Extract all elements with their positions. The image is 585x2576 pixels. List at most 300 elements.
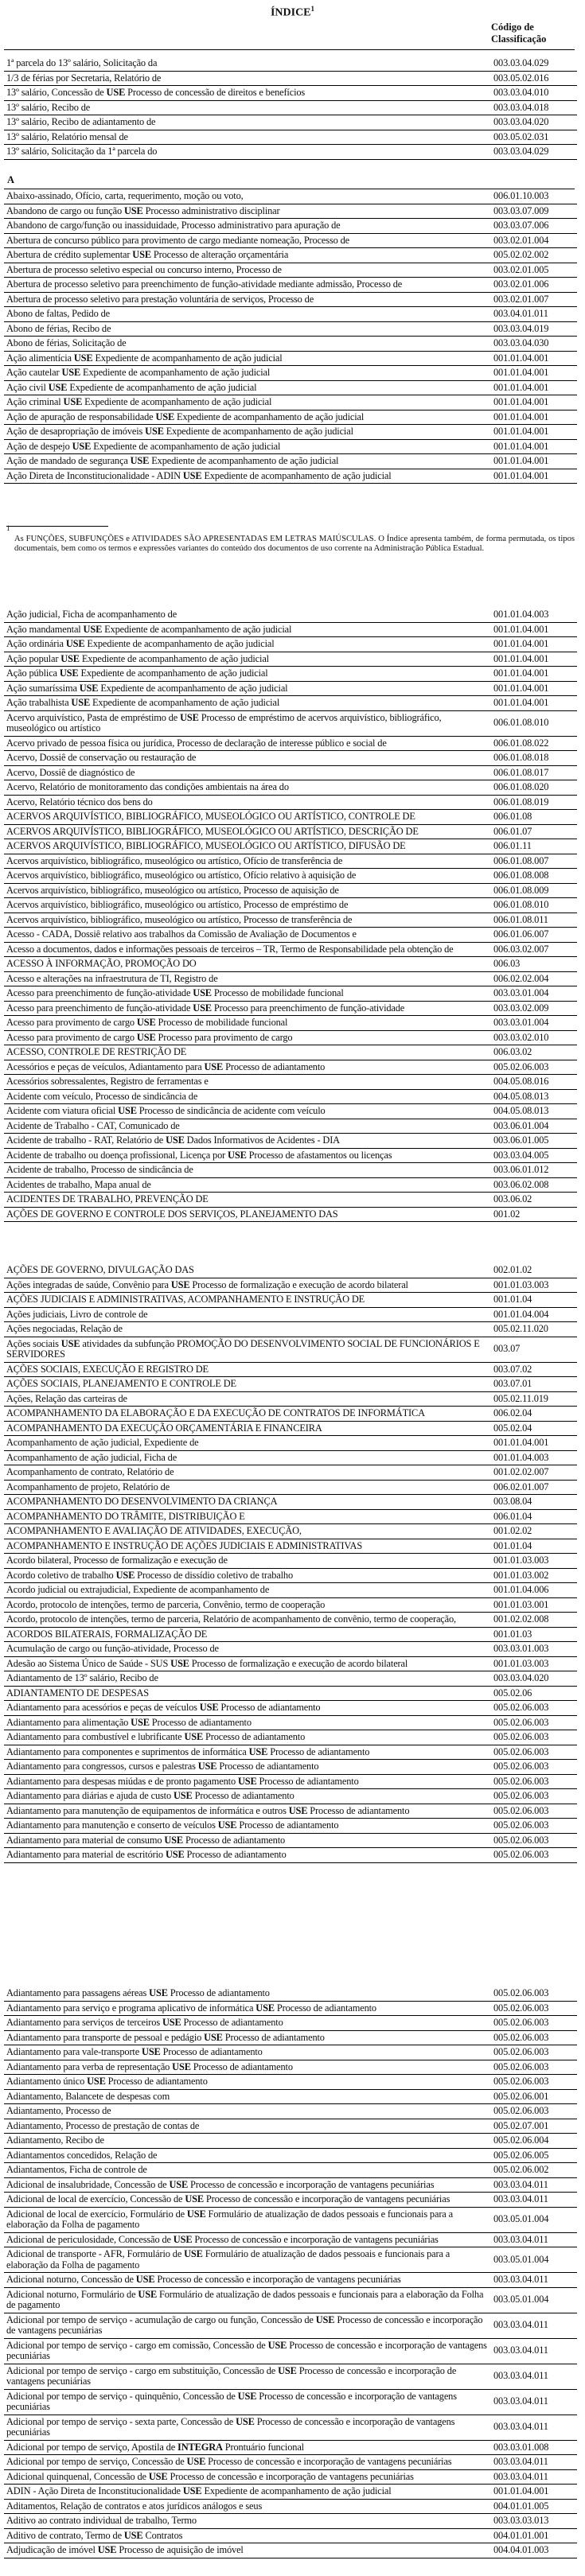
index-block-a-page4 — [4, 1986, 575, 2558]
index-term — [4, 2440, 489, 2455]
index-term — [4, 1480, 489, 1495]
term-text: Acumulação de cargo ou função-atividade, Processo de — [6, 1643, 219, 1654]
cross-reference-keyword: USE — [186, 2208, 206, 2220]
term-text: Acidente de trabalho, Processo de sindicância de — [6, 1164, 193, 1175]
index-term — [4, 2016, 489, 2031]
term-text: Adiantamento para serviço e programa aplicativo de informática — [6, 2002, 256, 2014]
term-text: Abandono de cargo ou função — [6, 204, 124, 216]
cross-reference-keyword: USE — [148, 2470, 168, 2482]
index-term — [4, 839, 489, 854]
index-term — [4, 1407, 489, 1422]
cross-reference-keyword: USE — [136, 1031, 156, 1043]
index-row — [4, 1089, 577, 1104]
classification-code: 001.01.03 — [489, 1627, 577, 1642]
classification-code: 005.02.06.003 — [489, 1060, 577, 1075]
classification-code: 005.02.06.003 — [489, 1774, 577, 1789]
term-text: Ação sumaríssima — [6, 682, 80, 694]
cross-reference-keyword: USE — [180, 711, 199, 723]
classification-code: 006.02.02.004 — [489, 971, 577, 986]
classification-code: 006.02.04 — [489, 1407, 577, 1422]
term-text: Adjudicação de imóvel — [6, 2544, 98, 2555]
term-text: Aditivo de contrato, Termo de — [6, 2529, 124, 2541]
index-term — [4, 1391, 489, 1407]
index-row — [4, 2389, 577, 2415]
index-row — [4, 351, 577, 366]
index-term — [4, 204, 489, 219]
term-text: Acesso para provimento de cargo — [6, 1017, 137, 1028]
index-term — [4, 2104, 489, 2119]
term-text: Abandono de cargo/função ou inassiduidade, Processo administrativo para apuração de — [6, 220, 341, 231]
cross-reference-target: Expediente de acompanhamento de ação judicial — [79, 652, 269, 664]
index-row — [4, 1819, 577, 1834]
index-term — [4, 1613, 489, 1628]
index-term — [4, 2455, 489, 2470]
index-row — [4, 1627, 577, 1642]
index-row — [4, 2313, 577, 2338]
index-row — [4, 2415, 577, 2440]
index-term — [4, 780, 489, 796]
index-row — [4, 2247, 577, 2273]
classification-code: 005.02.06.003 — [489, 2001, 577, 2016]
cross-reference-target: Expediente de acompanhamento de ação judicial — [201, 469, 392, 481]
classification-code: 003.06.02 — [489, 1193, 577, 1208]
term-text: AÇÕES SOCIAIS, EXECUÇÃO E REGISTRO DE — [6, 1363, 209, 1375]
classification-code: 006.01.08.010 — [489, 898, 577, 913]
index-term — [4, 1278, 489, 1293]
cross-reference-keyword: USE — [118, 1105, 137, 1116]
index-row — [4, 928, 577, 943]
code-header-line1: Código de — [491, 21, 534, 33]
index-term — [4, 1293, 489, 1308]
classification-code: 005.02.06.003 — [489, 1833, 577, 1848]
term-text: Adiantamento para manutenção de equipamentos de informática e outros — [6, 1804, 289, 1816]
index-term — [4, 1986, 489, 2001]
index-term — [4, 971, 489, 986]
cross-reference-keyword: USE — [142, 2046, 161, 2057]
term-text: Acidente de trabalho ou doença profissional, Licença por — [6, 1149, 228, 1161]
index-term — [4, 1539, 489, 1554]
index-row — [4, 233, 577, 248]
index-term — [4, 2232, 489, 2247]
cross-reference-keyword: USE — [165, 1849, 185, 1860]
cross-reference-target: Processo de adiantamento — [216, 1761, 319, 1772]
index-row — [4, 2528, 577, 2543]
index-term — [4, 1193, 489, 1208]
classification-code: 001.01.04.001 — [489, 395, 577, 411]
classification-code: 001.01.04.006 — [489, 1583, 577, 1598]
index-term — [4, 189, 489, 204]
cross-reference-target: Processo de sindicância de acidente com veículo — [136, 1105, 326, 1116]
classification-code: 005.02.06.003 — [489, 2060, 577, 2075]
index-row — [4, 1480, 577, 1495]
term-text: ACOMPANHAMENTO E AVALIAÇÃO DE ATIVIDADES, EXECUÇÃO, — [6, 1525, 302, 1536]
term-text: Ações sociais — [6, 1337, 61, 1349]
cross-reference-target: Processo de adiantamento — [307, 1804, 410, 1816]
page-title — [0, 5, 585, 20]
index-row — [4, 2499, 577, 2514]
term-text: Ação de apuração de responsabilidade — [6, 411, 156, 422]
classification-code: 006.01.11 — [489, 839, 577, 854]
index-term — [4, 2514, 489, 2529]
index-row — [4, 1745, 577, 1760]
cross-reference-keyword: USE — [61, 367, 81, 378]
index-row — [4, 2469, 577, 2485]
classification-code: 005.02.07.001 — [489, 2119, 577, 2134]
footnote-text: As FUNÇÕES, SUBFUNÇÕES e ATIVIDADES SÃO APRESENTADAS EM LETRAS MAIÚSCULAS. O Índice apresenta também, de forma permutada, os tipos documentais, bem como os termos e expressões variantes do conteúdo dos documentos de uso corrente na Administração Pública Estadual. — [14, 535, 575, 553]
term-text: Acervos arquivístico, bibliográfico, museológico ou artístico, Ofício de transferência de — [6, 854, 343, 866]
cross-reference-target: Expediente de acompanhamento de ação judicial — [163, 426, 353, 437]
index-row — [4, 1848, 577, 1863]
classification-code: 003.03.01.004 — [489, 1016, 577, 1031]
index-term — [4, 681, 489, 696]
classification-code: 006.01.08.010 — [489, 710, 577, 736]
index-row — [4, 115, 577, 130]
index-term — [4, 1134, 489, 1149]
term-text: Acidente com veículo, Processo de sindicância de — [6, 1090, 198, 1102]
cross-reference-target: Processo de adiantamento — [192, 1790, 294, 1801]
index-row — [4, 2440, 577, 2455]
cross-reference-keyword: USE — [72, 440, 92, 452]
classification-code: 003.03.04.011 — [489, 2455, 577, 2470]
index-term — [4, 751, 489, 766]
term-text: 13º salário, Recibo de adiantamento de — [6, 116, 156, 127]
term-text: Abono de férias, Solicitação de — [6, 337, 127, 348]
index-row — [4, 1686, 577, 1701]
term-text: Adicional por tempo de serviço, Concessão de — [6, 2456, 187, 2467]
classification-code: 003.03.04.011 — [489, 2364, 577, 2389]
term-text: Ação judicial, Ficha de acompanhamento de — [6, 609, 177, 620]
term-text: 13º salário, Relatório mensal de — [6, 130, 128, 142]
index-term — [4, 1377, 489, 1392]
index-row — [4, 1509, 577, 1524]
index-row — [4, 1597, 577, 1613]
classification-code: 001.01.04.001 — [489, 696, 577, 711]
index-term — [4, 2163, 489, 2178]
cross-reference-keyword: USE — [315, 2313, 335, 2325]
classification-code: 005.02.11.020 — [489, 1322, 577, 1337]
classification-code: 003.05.01.004 — [489, 2287, 577, 2313]
term-text: Adiantamento para passagens aéreas — [6, 1987, 150, 1998]
index-row — [4, 1833, 577, 1848]
cross-reference-target: Formulário de atualização de dados pessoais e funcionais para a elaboração da Folha de pagamento — [6, 2208, 453, 2230]
term-text: Abono de faltas, Pedido de — [6, 308, 110, 319]
index-row — [4, 204, 577, 219]
index-term — [4, 824, 489, 839]
index-term — [4, 2485, 489, 2500]
index-row — [4, 2104, 577, 2119]
index-row — [4, 1060, 577, 1075]
index-term — [4, 2338, 489, 2364]
index-term — [4, 652, 489, 667]
term-text: Adiantamentos, Ficha de controle de — [6, 2164, 147, 2175]
classification-code: 001.02.02.008 — [489, 1613, 577, 1628]
term-text: ACESSO À INFORMAÇÃO, PROMOÇÃO DO — [6, 958, 197, 969]
index-block-a-page1 — [4, 189, 575, 484]
index-term — [4, 2001, 489, 2016]
index-row — [4, 1436, 577, 1451]
index-term — [4, 2543, 489, 2558]
index-term — [4, 1701, 489, 1716]
term-text: Adicional por tempo de serviço - acumulação de cargo ou função, Concessão de — [6, 2313, 316, 2325]
classification-code: 005.02.06.003 — [489, 1730, 577, 1745]
index-term — [4, 1686, 489, 1701]
index-term — [4, 2089, 489, 2104]
term-text: AÇÕES SOCIAIS, PLANEJAMENTO E CONTROLE DE — [6, 1378, 236, 1389]
term-text: ADIANTAMENTO DE DESPESAS — [6, 1687, 149, 1699]
index-term — [4, 278, 489, 293]
term-text: 1/3 de férias por Secretaria, Relatório de — [6, 72, 162, 84]
cross-reference-target: Processo de mobilidade funcional — [155, 1017, 288, 1028]
footnote-mark: 1 — [6, 524, 10, 532]
index-row — [4, 1119, 577, 1134]
term-text: Acessórios sobressalentes, Registro de ferramentas e — [6, 1076, 209, 1087]
index-term — [4, 2045, 489, 2060]
cross-reference-keyword: USE — [236, 2415, 255, 2427]
index-term — [4, 115, 489, 130]
code-column-header — [491, 21, 546, 45]
index-row — [4, 1030, 577, 1045]
cross-reference-target: Processo de concessão e incorporação de vantagens pecuniárias — [6, 2339, 487, 2361]
index-term — [4, 2030, 489, 2045]
index-term — [4, 1804, 489, 1819]
index-term — [4, 898, 489, 913]
classification-code: 003.02.01.005 — [489, 263, 577, 278]
index-term — [4, 351, 489, 366]
term-text: ACESSO, CONTROLE DE RESTRIÇÃO DE — [6, 1046, 187, 1057]
cross-reference-target: Processo de adiantamento — [183, 1834, 286, 1846]
classification-code: 005.02.06.005 — [489, 2148, 577, 2163]
index-table — [4, 608, 577, 1222]
classification-code: 003.03.04.011 — [489, 2193, 577, 2208]
term-text: Adiantamento para material de escritório — [6, 1849, 166, 1860]
index-row — [4, 2177, 577, 2193]
term-text: Adiantamento de 13º salário, Recibo de — [6, 1672, 158, 1683]
index-row — [4, 1730, 577, 1745]
classification-code: 001.02.02.007 — [489, 1465, 577, 1481]
index-term — [4, 1495, 489, 1510]
term-text: Acompanhamento de projeto, Relatório de — [6, 1481, 170, 1492]
index-row — [4, 1377, 577, 1392]
index-term — [4, 942, 489, 957]
index-term — [4, 233, 489, 248]
classification-code: 003.05.01.004 — [489, 2207, 577, 2232]
index-term — [4, 1089, 489, 1104]
term-text: Adicional por tempo de serviço, Apostila de — [6, 2441, 178, 2453]
index-row — [4, 637, 577, 652]
index-term — [4, 2469, 489, 2485]
index-term — [4, 263, 489, 278]
classification-code: 001.01.04.001 — [489, 366, 577, 381]
classification-code: 006.01.08.008 — [489, 869, 577, 884]
cross-reference-keyword: USE — [170, 1657, 189, 1669]
classification-code: 005.02.06.003 — [489, 2075, 577, 2090]
index-row — [4, 883, 577, 898]
cross-reference-keyword: USE — [184, 2248, 203, 2259]
term-text: Adicional por tempo de serviço - cargo em substituição, Concessão de — [6, 2364, 279, 2376]
term-text: AÇÕES JUDICIAIS E ADMINISTRATIVAS, ACOMPANHAMENTO E INSTRUÇÃO DE — [6, 1294, 365, 1305]
cross-reference-keyword: USE — [182, 469, 202, 481]
term-text: Acervos arquivístico, bibliográfico, museológico ou artístico, Processo de empréstimo de — [6, 899, 349, 910]
classification-code: 005.02.06.003 — [489, 2016, 577, 2031]
classification-code: 005.02.06.003 — [489, 1715, 577, 1730]
index-term — [4, 912, 489, 928]
cross-reference-keyword: USE — [71, 697, 91, 708]
index-row — [4, 1642, 577, 1657]
classification-code: 003.06.02.008 — [489, 1177, 577, 1193]
index-row — [4, 1148, 577, 1163]
term-text: Adiantamento para alimentação — [6, 1716, 131, 1728]
cross-reference-keyword: USE — [255, 2002, 275, 2014]
index-row — [4, 263, 577, 278]
index-row — [4, 667, 577, 682]
term-text: 13º salário, Solicitação da 1ª parcela do — [6, 146, 158, 157]
cross-reference-keyword: USE — [131, 1716, 150, 1728]
header-divider — [4, 49, 575, 50]
index-term — [4, 2148, 489, 2163]
term-text: Acordo bilateral, Processo de formalização e execução de — [6, 1555, 228, 1566]
index-row — [4, 219, 577, 234]
cross-reference-target: Expediente de acompanhamento de ação judicial — [98, 682, 288, 694]
index-term — [4, 337, 489, 352]
cross-reference-target: Processo de adiantamento — [222, 2031, 325, 2043]
term-text: ACOMPANHAMENTO E INSTRUÇÃO DE AÇÕES JUDICIAIS E ADMINISTRATIVAS — [6, 1539, 363, 1551]
cross-reference-target: Processo de adiantamento — [184, 1849, 287, 1860]
term-text: Adiantamento para diárias e ajuda de custo — [6, 1790, 174, 1801]
classification-code: 006.01.08.019 — [489, 795, 577, 810]
index-term — [4, 1307, 489, 1322]
term-text: Ação trabalhista — [6, 697, 72, 708]
index-row — [4, 454, 577, 469]
cross-reference-target: Processo de adiantamento — [203, 1731, 306, 1742]
index-row — [4, 839, 577, 854]
index-term — [4, 928, 489, 943]
classification-code: 005.02.06.003 — [489, 1819, 577, 1834]
index-term — [4, 736, 489, 751]
index-row — [4, 1465, 577, 1481]
index-row — [4, 1554, 577, 1569]
index-term — [4, 608, 489, 622]
term-text: Acordo coletivo de trabalho — [6, 1569, 116, 1581]
index-row — [4, 1362, 577, 1377]
index-term — [4, 395, 489, 411]
cross-reference-target: Processo de adiantamento — [105, 2076, 208, 2087]
classification-code: 005.02.06.003 — [489, 1986, 577, 2001]
index-row — [4, 942, 577, 957]
term-text: Acervo arquivístico, Pasta de empréstimo de — [6, 711, 181, 723]
index-term — [4, 100, 489, 115]
term-text: Acordo, protocolo de intenções, termo de parceria, Relatório de acompanhamento de convênio, termo de cooperação, — [6, 1613, 456, 1625]
classification-code: 006.01.08.020 — [489, 780, 577, 796]
index-row — [4, 1701, 577, 1716]
term-text: Adiantamentos concedidos, Relação de — [6, 2149, 158, 2161]
classification-code: 001.01.03.003 — [489, 1656, 577, 1671]
classification-code: 003.03.04.030 — [489, 337, 577, 352]
cross-reference-keyword: USE — [197, 1761, 217, 1772]
cross-reference-target: Processo de adiantamento — [223, 1060, 326, 1072]
cross-reference-keyword: USE — [193, 1002, 212, 1014]
cross-reference-keyword: USE — [135, 2274, 155, 2285]
cross-reference-target: Contratos — [142, 2529, 183, 2541]
index-term — [4, 292, 489, 307]
index-term — [4, 1627, 489, 1642]
classification-code: 003.03.01.004 — [489, 986, 577, 1002]
cross-reference-target: Processo de adiantamento — [256, 1775, 359, 1787]
index-block-a-page3 — [4, 1263, 575, 1863]
index-row — [4, 710, 577, 736]
index-term — [4, 2060, 489, 2075]
index-row — [4, 71, 577, 86]
index-table — [4, 189, 577, 484]
term-text: Acervo, Relatório técnico dos bens do — [6, 796, 153, 807]
index-term — [4, 1362, 489, 1377]
index-row — [4, 1263, 577, 1278]
index-row — [4, 1163, 577, 1178]
index-term — [4, 1075, 489, 1090]
classification-code: 003.07 — [489, 1337, 577, 1362]
cross-reference-target: atividades da subfunção PROMOÇÃO DO DESENVOLVIMENTO SOCIAL DE FUNCIONÁRIOS E SERVIDORES — [6, 1337, 480, 1360]
cross-reference-keyword: USE — [248, 1745, 268, 1757]
index-row — [4, 869, 577, 884]
cross-reference-target: Processo de concessão e incorporação de vantagens pecuniárias — [192, 2233, 439, 2245]
classification-code: 002.01.02 — [489, 1263, 577, 1278]
classification-code: 001.01.04.001 — [489, 667, 577, 682]
cross-reference-target: Expediente de acompanhamento de ação judicial — [90, 697, 280, 708]
cross-reference-keyword: USE — [149, 1987, 168, 1998]
cross-reference-target: Processo administrativo disciplinar — [142, 204, 280, 216]
classification-code: 003.02.01.007 — [489, 292, 577, 307]
classification-code: 003.03.04.019 — [489, 321, 577, 337]
index-term — [4, 2075, 489, 2090]
classification-code: 001.02 — [489, 1207, 577, 1222]
index-term — [4, 622, 489, 637]
term-text: Abertura de processo seletivo para preenchimento de função-atividade mediante admissão, Processo de — [6, 278, 403, 290]
term-text: Ação Direta de Inconstitucionalidade - ADIN — [6, 469, 183, 481]
index-term — [4, 1509, 489, 1524]
cross-reference-target: Processo de concessão e incorporação de vantagens pecuniárias — [154, 2274, 401, 2285]
index-row — [4, 1656, 577, 1671]
index-term — [4, 1554, 489, 1569]
classification-code: 006.03 — [489, 957, 577, 972]
term-text: AÇÕES DE GOVERNO, DIVULGAÇÃO DAS — [6, 1264, 194, 1275]
cross-reference-keyword: USE — [237, 1775, 257, 1787]
cross-reference-keyword: USE — [130, 455, 150, 466]
index-term — [4, 56, 489, 71]
term-text: Adiantamento, Recibo de — [6, 2134, 104, 2146]
index-row — [4, 1075, 577, 1090]
term-text: Adiantamento para serviços de terceiros — [6, 2017, 162, 2028]
index-term — [4, 219, 489, 234]
index-term — [4, 1745, 489, 1760]
index-row — [4, 1539, 577, 1554]
term-text: ACOMPANHAMENTO DA ELABORAÇÃO E DA EXECUÇÃO DE CONTRATOS DE INFORMÁTICA — [6, 1407, 425, 1418]
index-row — [4, 248, 577, 263]
cross-reference-keyword: USE — [124, 204, 143, 216]
index-row — [4, 410, 577, 425]
cross-reference-keyword: USE — [170, 1278, 190, 1290]
index-row — [4, 1421, 577, 1436]
index-row — [4, 824, 577, 839]
index-term — [4, 2389, 489, 2415]
index-row — [4, 2134, 577, 2149]
index-term — [4, 1177, 489, 1193]
index-row — [4, 1322, 577, 1337]
index-row — [4, 321, 577, 337]
term-text: 13º salário, Recibo de — [6, 101, 91, 113]
cross-reference-keyword: USE — [185, 2193, 204, 2204]
classification-code: 005.02.06.003 — [489, 2045, 577, 2060]
term-text: Adicional de periculosidade, Concessão de — [6, 2233, 174, 2245]
classification-code: 003.03.01.003 — [489, 1642, 577, 1657]
